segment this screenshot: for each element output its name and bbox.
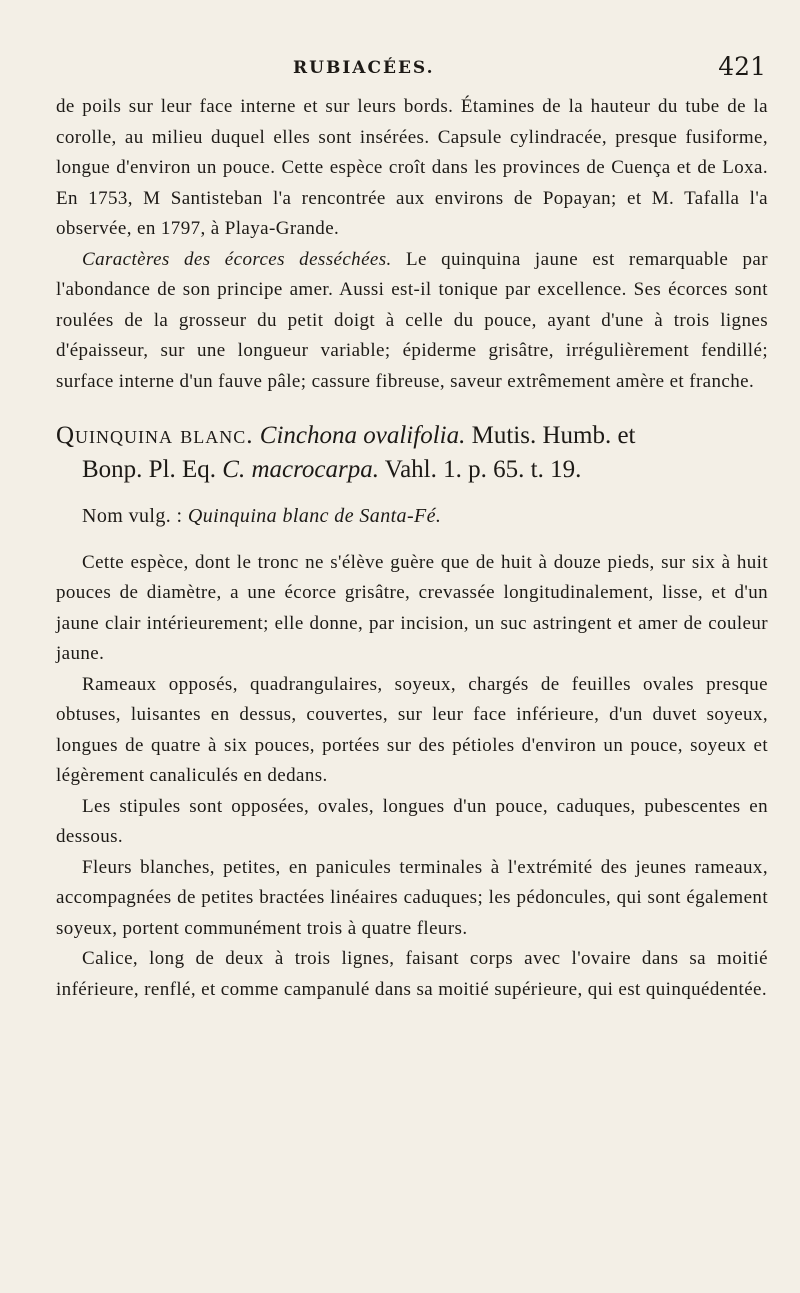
bark-characters-text: Le quinquina jaune est remarquable par l'abondance de son principe amer. Aussi est-il tonique par excellence. Ses écorces sont roulées de la grosseur du petit doigt à celle du pouce, ayant d'une à trois lignes d'épaisseur, sur une longueur variable; épiderme grisâtre, irrégulièrement fendillé; surface interne d'un fauve pâle; cassure fibreuse, saveur extrêmement amère et franche. [56,248,768,392]
running-title: RUBIACÉES. [293,58,435,78]
species-reference: Bonp. Pl. Eq. [82,456,223,483]
bark-characters-label: Caractères des écorces desséchées. [82,248,392,270]
description-paragraph: Rameaux opposés, quadrangulaires, soyeux, chargés de feuilles ovales presque obtuses, luisantes en dessus, couvertes, sur leur face inférieure, d'un duvet soyeux, longues de quatre à six pouces, portées sur des pétioles d'environ un pouce, soyeux et légèrement canaliculés en dedans. [56,673,768,786]
description-paragraph: Les stipules sont opposées, ovales, longues d'un pouce, caduques, pubescentes en dessous. [56,795,768,847]
page-number: 421 [718,52,766,81]
vulgar-name-line [56,501,768,532]
species-synonym-reference: Vahl. 1. p. 65. t. 19. [379,456,582,483]
description-paragraph: Cette espèce, dont le tronc ne s'élève guère que de huit à douze pieds, sur six à huit pouces de diamètre, a une écorce grisâtre, crevassée longitudinalement, lisse, et d'un jaune clair intérieurement; elle donne, par incision, un suc astringent et amer de couleur jaune. [56,551,768,664]
paragraph-bark-characters [56,245,768,398]
vulgar-name: Quinquina blanc de Santa-Fé. [187,505,442,527]
species-authors: Mutis. Humb. et [465,422,636,449]
species-reference-line [56,453,768,487]
running-header [56,52,768,92]
paragraph-continuation: de poils sur leur face interne et sur leurs bords. Étamines de la hauteur du tube de la corolle, au milieu duquel elles sont insérées. Capsule cylindracée, presque fusiforme, longue d'environ un pouce. Cette espèce croît dans les provinces de Cuença et de Loxa. En 1753, M Santisteban l'a rencontrée aux environs de Popayan; et M. Tafalla l'a observée, en 1797, à Playa-Grande. [56,96,768,239]
species-synonym: C. macrocarpa. [222,456,379,483]
book-page [56,52,768,1005]
species-entry-heading [56,419,768,487]
description-paragraph: Fleurs blanches, petites, en panicules terminales à l'extrémité des jeunes rameaux, accompagnées de petites bractées linéaires caduques; les pédoncules, qui sont également soyeux, portent communément trois à quatre fleurs. [56,856,768,939]
vulgar-name-label: Nom vulg. : [82,505,188,527]
description-paragraph: Calice, long de deux à trois lignes, faisant corps avec l'ovaire dans sa moitié inférieure, renflé, et comme campanulé dans sa moitié supérieure, qui est quinquédentée. [56,948,768,1000]
species-common-name: Quinquina blanc. [56,422,254,449]
species-scientific-name: Cinchona ovalifolia. [259,422,466,449]
